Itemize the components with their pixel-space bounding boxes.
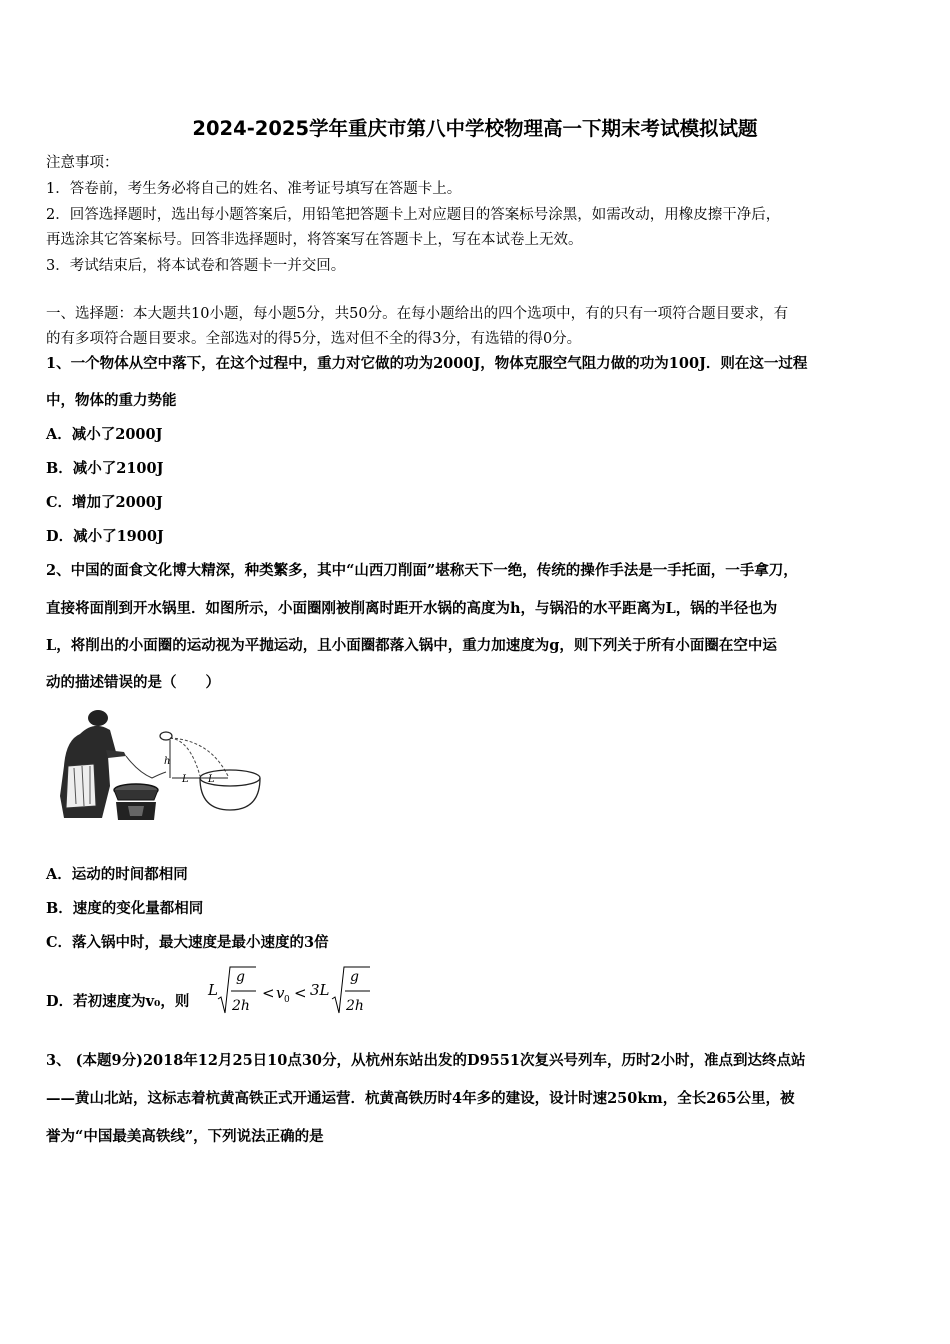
formula-lt-1: < [262, 984, 275, 1002]
exam-title: 2024-2025学年重庆市第八中学校物理高一下期末考试模拟试题 [192, 117, 758, 140]
label-h: h [164, 756, 171, 767]
q2-option-c: C．落入锅中时，最大速度是最小速度的3倍 [46, 934, 329, 951]
q3-stem-3: 誉为“中国最美高铁线”，下列说法正确的是 [46, 1128, 324, 1145]
formula-lt-2: < [294, 984, 307, 1002]
q3-stem-2: ——黄山北站，这标志着杭黄高铁正式开通运营．杭黄高铁历时4年多的建设，设计时速250km，全长265公里，被 [46, 1090, 795, 1107]
formula-numerator-left: g [236, 969, 245, 985]
section1-intro-2: 的有多项符合题目要求。全部选对的得5分，选对但不全的得3分，有选错的得0分。 [46, 331, 582, 347]
q1-option-a: A．减小了2000J [46, 426, 163, 443]
notice-item-2a: 2．回答选择题时，选出每小题答案后，用铅笔把答题卡上对应题目的答案标号涂黑，如需改动，用橡皮擦干净后， [46, 207, 781, 223]
notice-heading: 注意事项： [46, 155, 119, 171]
label-L-1: L [182, 774, 189, 785]
q1-stem-1: 1、一个物体从空中落下，在这个过程中，重力对它做的功为2000J，物体克服空气阻力做的功为100J．则在这一过程 [46, 355, 808, 372]
section1-intro-1: 一、选择题：本大题共10小题，每小题5分，共50分。在每小题给出的四个选项中，有的只有一项符合题目要求，有 [46, 306, 789, 322]
q2-option-d-prefix: D．若初速度为v₀，则 [46, 993, 190, 1010]
q1-option-d: D．减小了1900J [46, 528, 164, 545]
q2-option-a: A．运动的时间都相同 [46, 866, 188, 883]
stove-illustration [114, 784, 158, 820]
formula-coef-right: 3L [310, 981, 330, 999]
q2-stem-3: L，将削出的小面圈的运动视为平抛运动，且小面圈都落入锅中，重力加速度为g，则下列关于所有小面圈在空中运 [46, 637, 777, 654]
q1-option-b: B．减小了2100J [46, 460, 164, 477]
q1-stem-2: 中，物体的重力势能 [46, 392, 177, 409]
formula-denominator-right: 2h [346, 998, 364, 1014]
label-L-2: L [208, 774, 215, 785]
q2-stem-4: 动的描述错误的是（ ） [46, 674, 220, 691]
notice-item-2b: 再选涂其它答案标号。回答非选择题时，将答案写在答题卡上，写在本试卷上无效。 [46, 232, 583, 248]
formula-numerator-right: g [350, 969, 359, 985]
q3-stem-1: 3、 (本题9分)2018年12月25日10点30分，从杭州东站出发的D9551次复兴号列车，历时2小时，准点到达终点站 [46, 1052, 806, 1069]
q2-stem-2: 直接将面削到开水锅里．如图所示，小面圈刚被削离时距开水锅的高度为h，与锅沿的水平距离为L，锅的半径也为 [46, 600, 778, 617]
notice-item-1: 1．答卷前，考生务必将自己的姓名、准考证号填写在答题卡上。 [46, 181, 462, 197]
formula-coef-left: L [208, 981, 218, 999]
q2-stem-1: 2、中国的面食文化博大精深，种类繁多，其中“山西刀削面”堪称天下一绝，传统的操作手法是一手托面，一手拿刀， [46, 562, 798, 579]
formula-v: v [276, 984, 285, 1002]
cook-illustration [60, 710, 126, 818]
noodle-loop [160, 732, 172, 740]
noodle-cutting-figure [50, 706, 265, 824]
notice-item-3: 3．考试结束后，将本试卷和答题卡一并交回。 [46, 258, 346, 274]
formula-denominator-left: 2h [232, 998, 250, 1014]
q1-option-c: C．增加了2000J [46, 494, 163, 511]
formula-v-sub: 0 [284, 995, 290, 1005]
q2-option-b: B．速度的变化量都相同 [46, 900, 204, 917]
q2-d-formula [206, 963, 376, 1019]
